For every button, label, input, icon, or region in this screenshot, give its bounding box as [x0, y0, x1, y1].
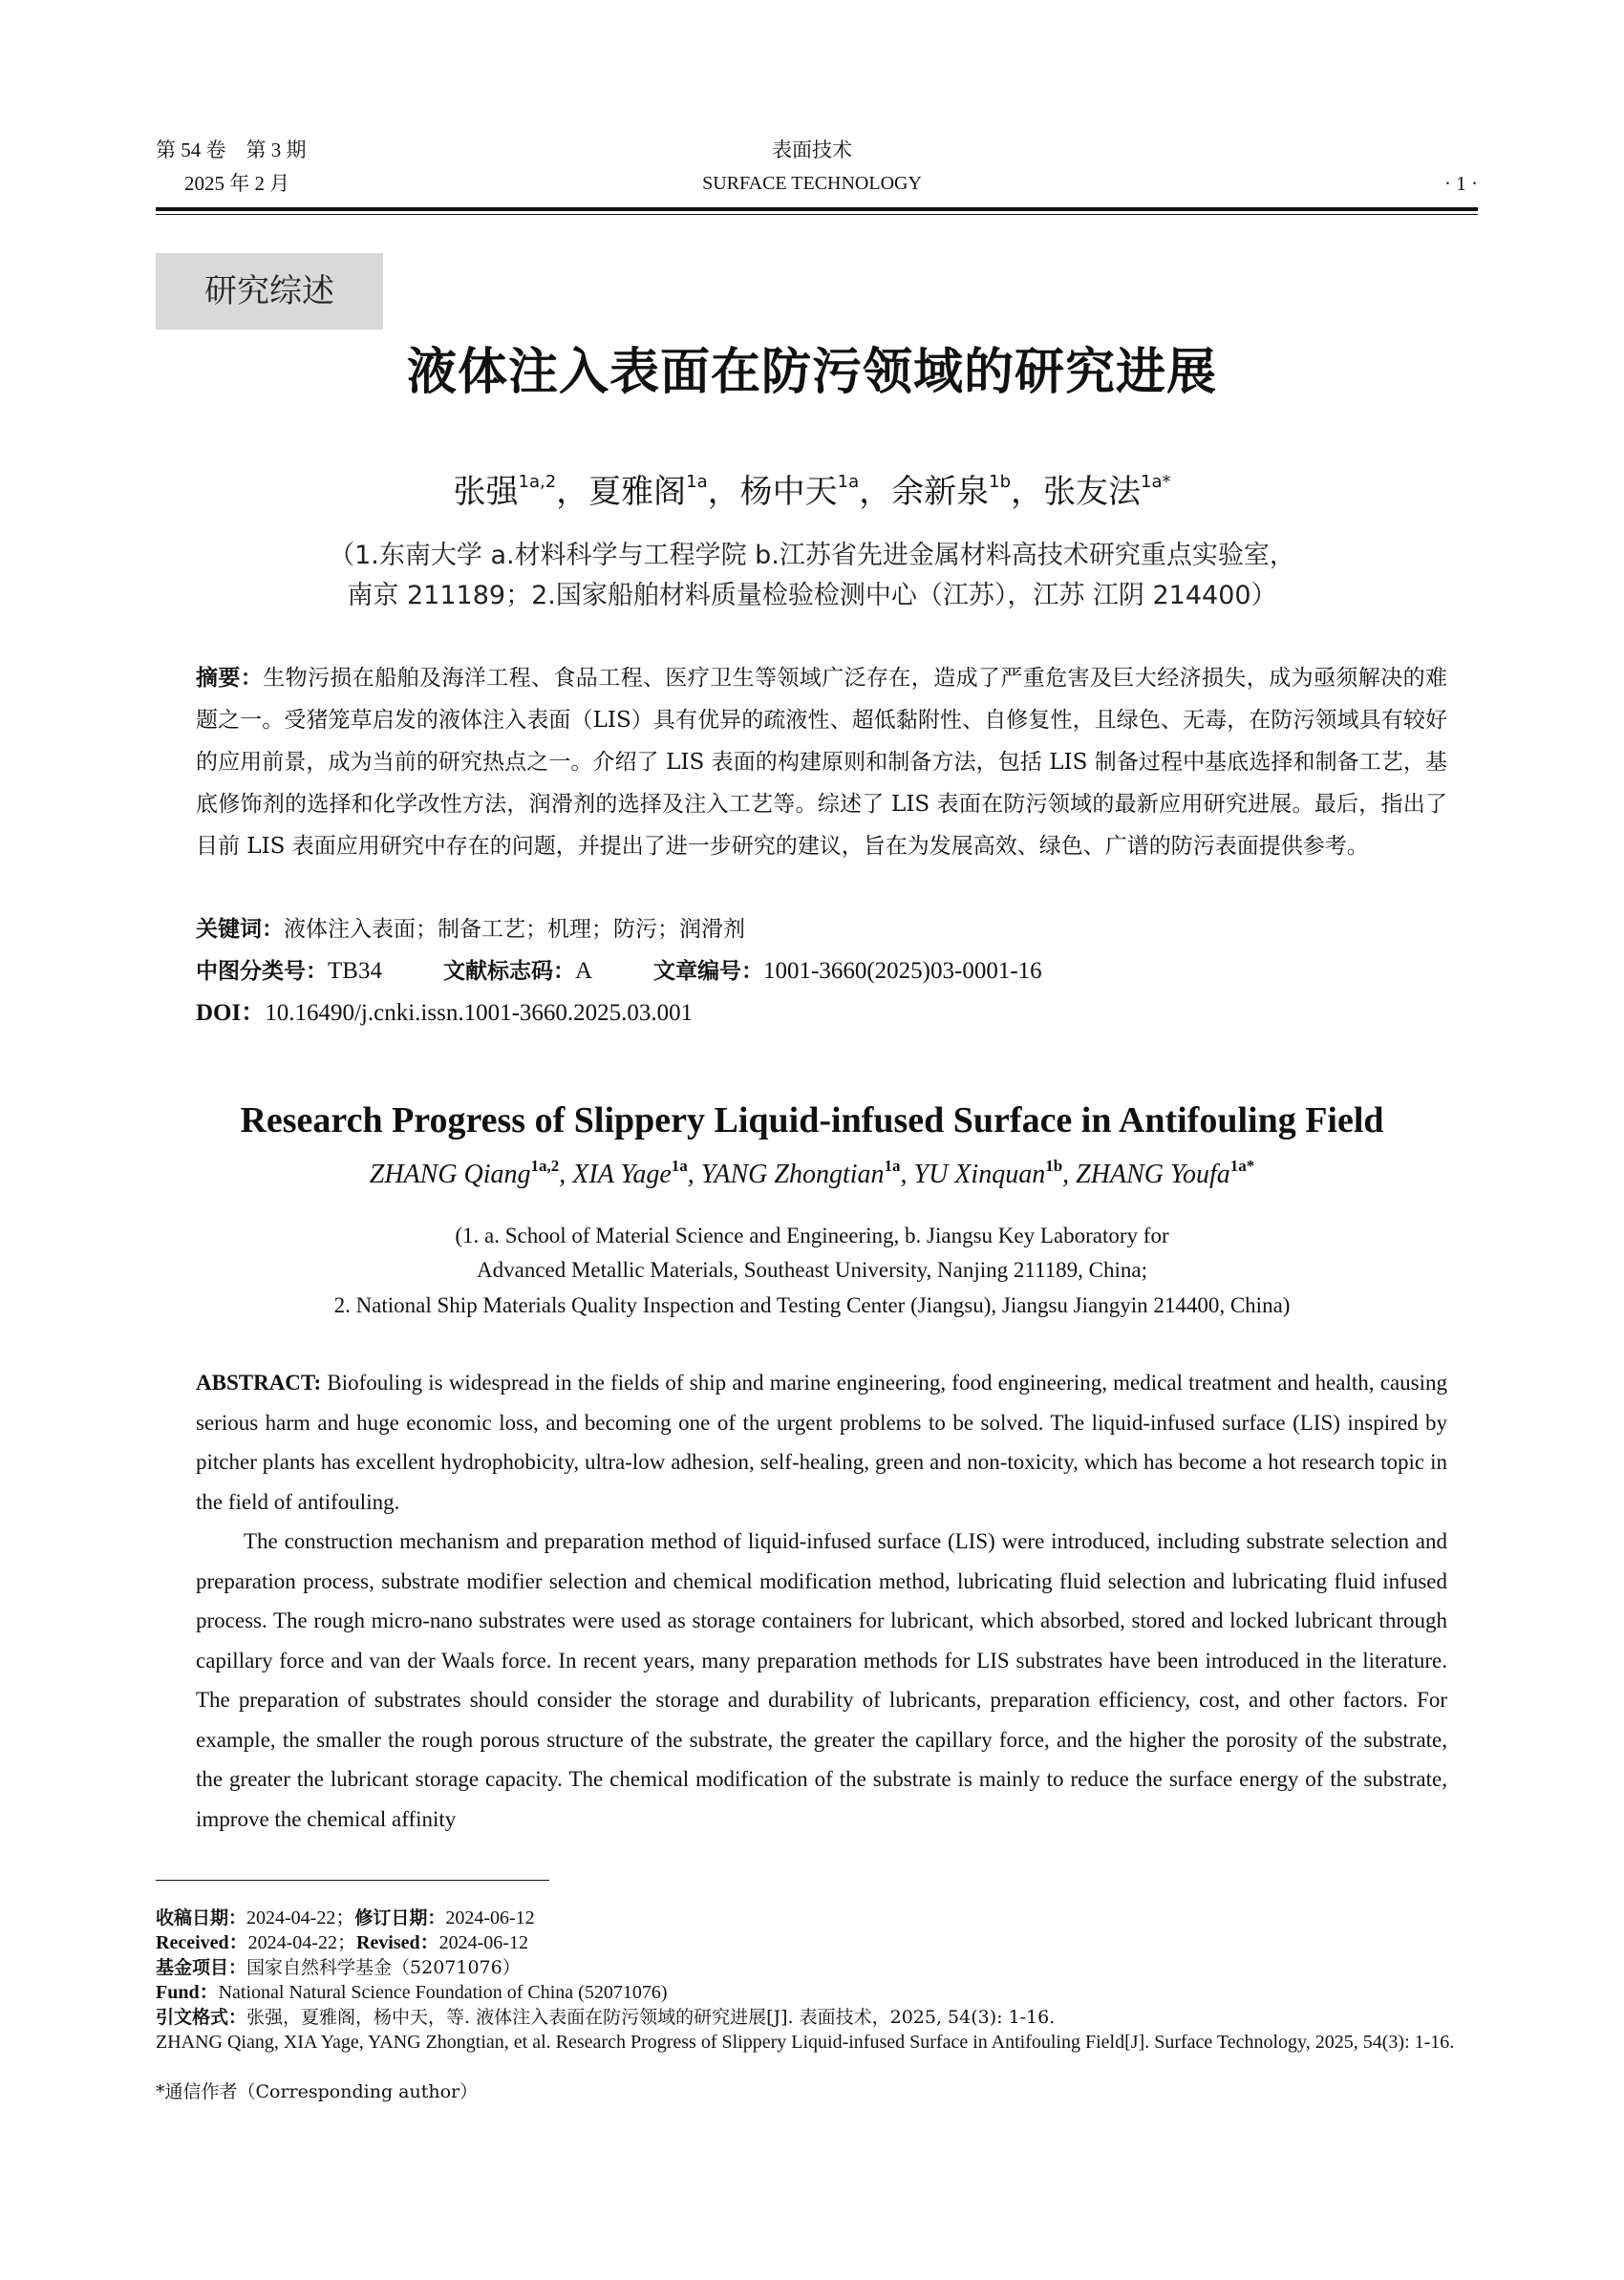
abstract-cn [196, 657, 1447, 867]
authors-en [0, 1156, 1624, 1194]
affiliation-en-line-3: 2. National Ship Materials Quality Inspection and Testing Center (Jiangsu), Jiangsu Jiangyin 214400, China) [333, 1293, 1291, 1317]
received-cn-label: 收稿日期： [156, 1907, 247, 1928]
citation-label: 引文格式： [156, 2007, 247, 2028]
en-author-separator: , [1062, 1160, 1077, 1189]
abstract-cn-text: 生物污损在船舶及海洋工程、食品工程、医疗卫生等领域广泛存在，造成了严重危害及巨大经济损失，成为亟须解决的难题之一。受猪笼草启发的液体注入表面（LIS）具有优异的疏液性、超低黏附性、自修复性，且绿色、无毒，在防污领域具有较好的应用前景，成为当前的研究热点之一。介绍了 LIS 表面的构建原则和制备方法，包括 LIS 制备过程中基底选择和制备工艺，基底修饰剂的选择和化学改性方法，润滑剂的选择及注入工艺等。综述了 LIS 表面在防污领域的最新应用研究进展。最后，指出了目前 LIS 表面应用研究中存在的问题，并提出了进一步研究的建议，旨在为发展高效、绿色、广谱的防污表面提供参考。 [196, 666, 1448, 859]
cn-author-affiliation-mark: 1b [989, 472, 1012, 492]
cn-author-separator: ， [859, 473, 892, 511]
keywords-cn [196, 913, 745, 946]
en-author-name: ZHANG Youfa [1076, 1160, 1230, 1189]
title-en: Research Progress of Slippery Liquid-infused Surface in Antifouling Field [240, 1100, 1384, 1140]
footnote-fund-cn [156, 1955, 1478, 1980]
doc-code-value: A [574, 958, 593, 984]
keywords-text: 液体注入表面；制备工艺；机理；防污；润滑剂 [284, 917, 745, 942]
cn-author-separator: ， [556, 473, 589, 511]
en-author-separator: , [559, 1160, 573, 1189]
classification-line [196, 955, 1042, 988]
abstract-en [196, 1363, 1447, 1839]
header-rule-thin [156, 214, 1478, 215]
fund-en-text: National Natural Science Foundation of China (52071076) [218, 1982, 668, 2003]
footnote-rule [156, 1880, 549, 1881]
keywords-label: 关键词： [196, 917, 284, 942]
footnote-corresponding [156, 2079, 1478, 2104]
en-author-name: YANG Zhongtian [700, 1160, 885, 1189]
doi-line [196, 997, 693, 1030]
affiliation-cn-line-2: 南京 211189；2.国家船舶材料质量检验检测中心（江苏），江苏 江阴 214400） [347, 581, 1277, 610]
en-author-affiliation-mark: 1b [1045, 1157, 1063, 1175]
received-en-date: 2024-04-22； [247, 1932, 356, 1953]
header-rule-thick [156, 207, 1478, 211]
en-author-affiliation-mark: 1a,2 [530, 1157, 560, 1175]
footnote-citation-en: ZHANG Qiang, XIA Yage, YANG Zhongtian, et al. Research Progress of Slippery Liquid-infused Surface in Antifouling Field[J]. Surface Technology, 2025, 54(3): 1-16. [156, 2032, 1455, 2053]
revised-en-label: Revised： [355, 1932, 439, 1953]
received-cn-date: 2024-04-22； [246, 1907, 355, 1928]
title-cn: 液体注入表面在防污领域的研究进展 [406, 344, 1217, 401]
cn-author-name: 余新泉 [891, 473, 990, 511]
fund-cn-text: 国家自然科学基金（52071076） [246, 1957, 521, 1978]
revised-cn-date: 2024-06-12 [445, 1907, 535, 1928]
fund-en-label: Fund： [156, 1982, 219, 2003]
footnote-fund-en [156, 1980, 1478, 2005]
header-page-marker: · 1 · [1444, 172, 1478, 195]
en-author-name: ZHANG Qiang [369, 1160, 531, 1189]
affiliation-en-line-1: (1. a. School of Material Science and Engineering, b. Jiangsu Key Laboratory for [455, 1224, 1169, 1247]
clc-label: 中图分类号： [196, 959, 328, 984]
header-volume-issue: 第 54 卷 第 3 期 [156, 139, 307, 161]
en-author-separator: , [900, 1160, 914, 1189]
affiliation-cn-line-1: （1.东南大学 a.材料科学与工程学院 b.江苏省先进金属材料高技术研究重点实验室， [329, 541, 1295, 570]
doi-value: 10.16490/j.cnki.issn.1001-3660.2025.03.001 [265, 1000, 694, 1026]
fund-cn-label: 基金项目： [156, 1957, 247, 1978]
citation-cn-text: 张强，夏雅阁，杨中天，等. 液体注入表面在防污领域的研究进展[J]. 表面技术，2025, 54(3): 1-16. [246, 2007, 1056, 2028]
en-author-separator: , [687, 1160, 701, 1189]
en-author-affiliation-mark: 1a* [1229, 1157, 1255, 1175]
article-number-value: 1001-3660(2025)03-0001-16 [763, 958, 1042, 984]
affiliation-en-line-2: Advanced Metallic Materials, Southeast University, Nanjing 211189, China; [477, 1258, 1147, 1282]
header-date: 2025 年 2 月 [184, 172, 290, 195]
en-author-affiliation-mark: 1a [884, 1157, 901, 1175]
footnote-received-cn [156, 1906, 1478, 1930]
cn-author-name: 张友法 [1043, 473, 1142, 511]
cn-author-affiliation-mark: 1a [686, 472, 708, 492]
footnote-citation-cn [156, 2005, 1478, 2030]
footnote-received-en [156, 1930, 1478, 1955]
abstract-en-paragraph-2: The construction mechanism and preparation method of liquid-infused surface (LIS) were introduced, including substrate selection and preparation process, substrate modifier selection and chemical modification method, lubricating fluid selection and lubricating fluid infused process. The rough micro-nano substrates were used as storage containers for lubricant, which absorbed, stored and locked lubricant through capillary force and van der Waals force. In recent years, many preparation methods for LIS substrates have been introduced in the literature. The preparation of substrates should consider the storage and durability of lubricants, preparation efficiency, cost, and other factors. For example, the smaller the rough porous structure of the substrate, the greater the capillary force, and the higher the porosity of the substrate, the greater the lubricant storage capacity. The chemical modification of the substrate is mainly to reduce the surface energy of the substrate, improve the chemical affinity [196, 1529, 1447, 1831]
en-author-affiliation-mark: 1a [671, 1157, 688, 1175]
revised-cn-label: 修订日期： [354, 1907, 446, 1928]
cn-author-name: 杨中天 [739, 473, 838, 511]
header-journal-cn: 表面技术 [772, 139, 852, 161]
cn-author-name: 夏雅阁 [588, 473, 687, 511]
en-author-name: YU Xinquan [913, 1160, 1046, 1189]
abstract-en-paragraph-1 [196, 1363, 1447, 1522]
abstract-cn-label: 摘要： [196, 666, 264, 691]
cn-author-affiliation-mark: 1a,2 [518, 472, 557, 492]
article-number-label: 文章编号： [653, 959, 764, 984]
cn-author-name: 张强 [453, 473, 519, 511]
revised-en-date: 2024-06-12 [438, 1932, 528, 1953]
header-journal-en: SURFACE TECHNOLOGY [702, 173, 922, 194]
doi-label: DOI： [196, 1000, 266, 1026]
corresponding-author-note: *通信作者（Corresponding author） [156, 2081, 479, 2102]
cn-author-affiliation-mark: 1a* [1141, 472, 1171, 492]
section-tag: 研究综述 [156, 253, 383, 330]
received-en-label: Received： [156, 1932, 248, 1953]
cn-author-affiliation-mark: 1a [837, 472, 860, 492]
en-author-name: XIA Yage [572, 1160, 672, 1189]
abstract-en-label: ABSTRACT: [196, 1371, 322, 1395]
abstract-en-para1-text: Biofouling is widespread in the fields of ship and marine engineering, food engineering, medical treatment and health, causing serious harm and huge economic loss, and becoming one of the urgent problems to be solved. The liquid-infused surface (LIS) inspired by pitcher plants has excellent hydrophobicity, ultra-low adhesion, self-healing, green and non-toxicity, which has become a hot research topic in the field of antifouling. [196, 1371, 1447, 1514]
cn-author-separator: ， [707, 473, 740, 511]
cn-author-separator: ， [1011, 473, 1044, 511]
authors-cn [0, 468, 1624, 516]
doc-code-label: 文献标志码： [442, 959, 575, 984]
clc-value: TB34 [328, 958, 382, 984]
